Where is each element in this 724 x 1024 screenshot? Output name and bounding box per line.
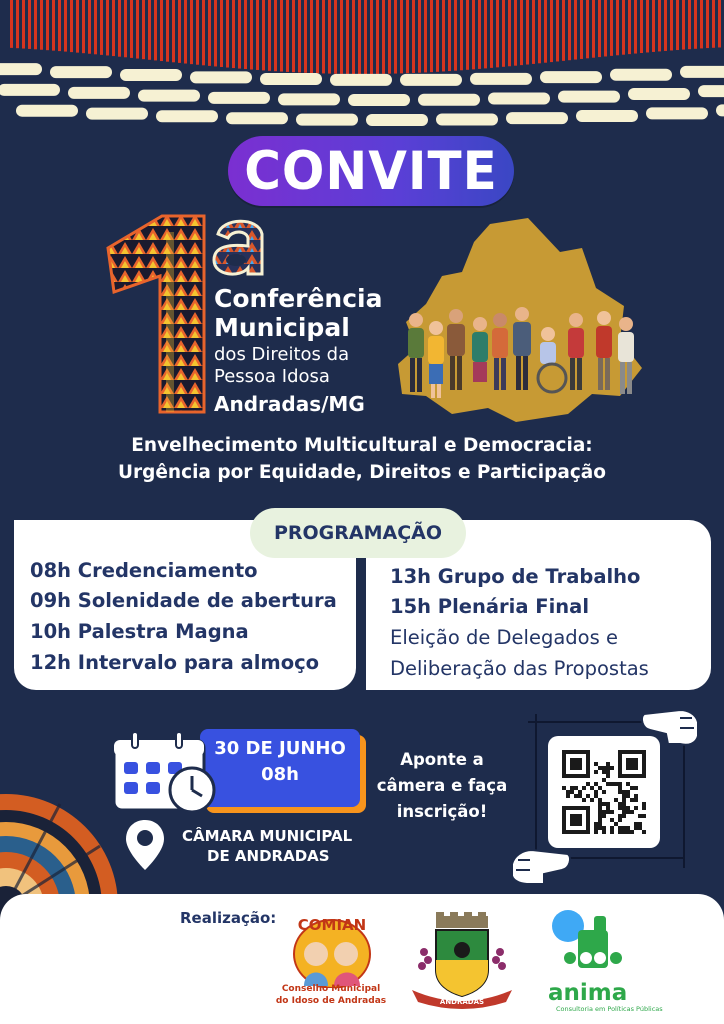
conference-city: Andradas/MG — [214, 392, 365, 416]
program-item: 08h Credenciamento — [30, 559, 258, 582]
calendar-icon — [110, 730, 220, 816]
comian-name-line1: Conselho Municipal — [281, 984, 381, 994]
registration-cta-line2: câmera e faça — [376, 776, 508, 795]
program-item: 12h Intervalo para almoço — [30, 651, 320, 674]
program-item: 13h Grupo de Trabalho — [390, 565, 641, 588]
registration-cta-line3: inscrição! — [396, 802, 488, 821]
program-item-detail: Deliberação das Propostas — [390, 657, 649, 680]
municipality-map-illustration — [392, 218, 660, 428]
program-heading: PROGRAMAÇÃO — [250, 508, 466, 558]
theme-line2: Urgência por Equidade, Direitos e Participação — [118, 462, 606, 483]
venue-line2: DE ANDRADAS — [207, 847, 330, 865]
clock-icon — [170, 768, 214, 812]
comian-logo — [276, 910, 388, 988]
conference-title-line1: Conferência — [214, 284, 383, 313]
event-time: 08h — [261, 764, 299, 785]
invitation-title-pill — [228, 136, 514, 206]
decorative-weave-border — [0, 0, 724, 130]
andradas-coat-of-arms — [406, 912, 518, 1012]
qr-code-frame — [508, 698, 720, 886]
venue-line1: CÂMARA MUNICIPAL — [182, 827, 353, 845]
crest-banner-text: ANDRADAS — [439, 998, 485, 1006]
program-item: 10h Palestra Magna — [30, 620, 249, 643]
registration-cta-line1: Aponte a — [400, 750, 484, 769]
conference-theme — [0, 432, 724, 486]
invitation-title: CONVITE — [244, 140, 498, 202]
conference-title-line2: Municipal — [214, 313, 350, 342]
anima-logo — [548, 906, 638, 980]
hand-pointing-right-icon — [512, 850, 570, 884]
program-item-detail: Eleição de Delegados e — [390, 626, 618, 649]
conference-title-line4: Pessoa Idosa — [214, 366, 330, 387]
anima-subtitle: Consultoria em Políticas Públicas — [556, 1005, 663, 1013]
organizers-label: Realização: — [180, 909, 277, 927]
location-pin-icon — [124, 818, 166, 872]
theme-line1: Envelhecimento Multicultural e Democracia: — [131, 435, 593, 456]
conference-title-line3: dos Direitos da — [214, 344, 350, 365]
program-item: 09h Solenidade de abertura — [30, 589, 337, 612]
anima-name: anima — [548, 980, 628, 1006]
event-date: 30 DE JUNHO — [214, 738, 346, 759]
comian-name-line2: do Idoso de Andradas — [275, 996, 387, 1006]
program-item: 15h Plenária Final — [390, 595, 590, 618]
comian-logo-text: COMIAN — [297, 916, 367, 934]
